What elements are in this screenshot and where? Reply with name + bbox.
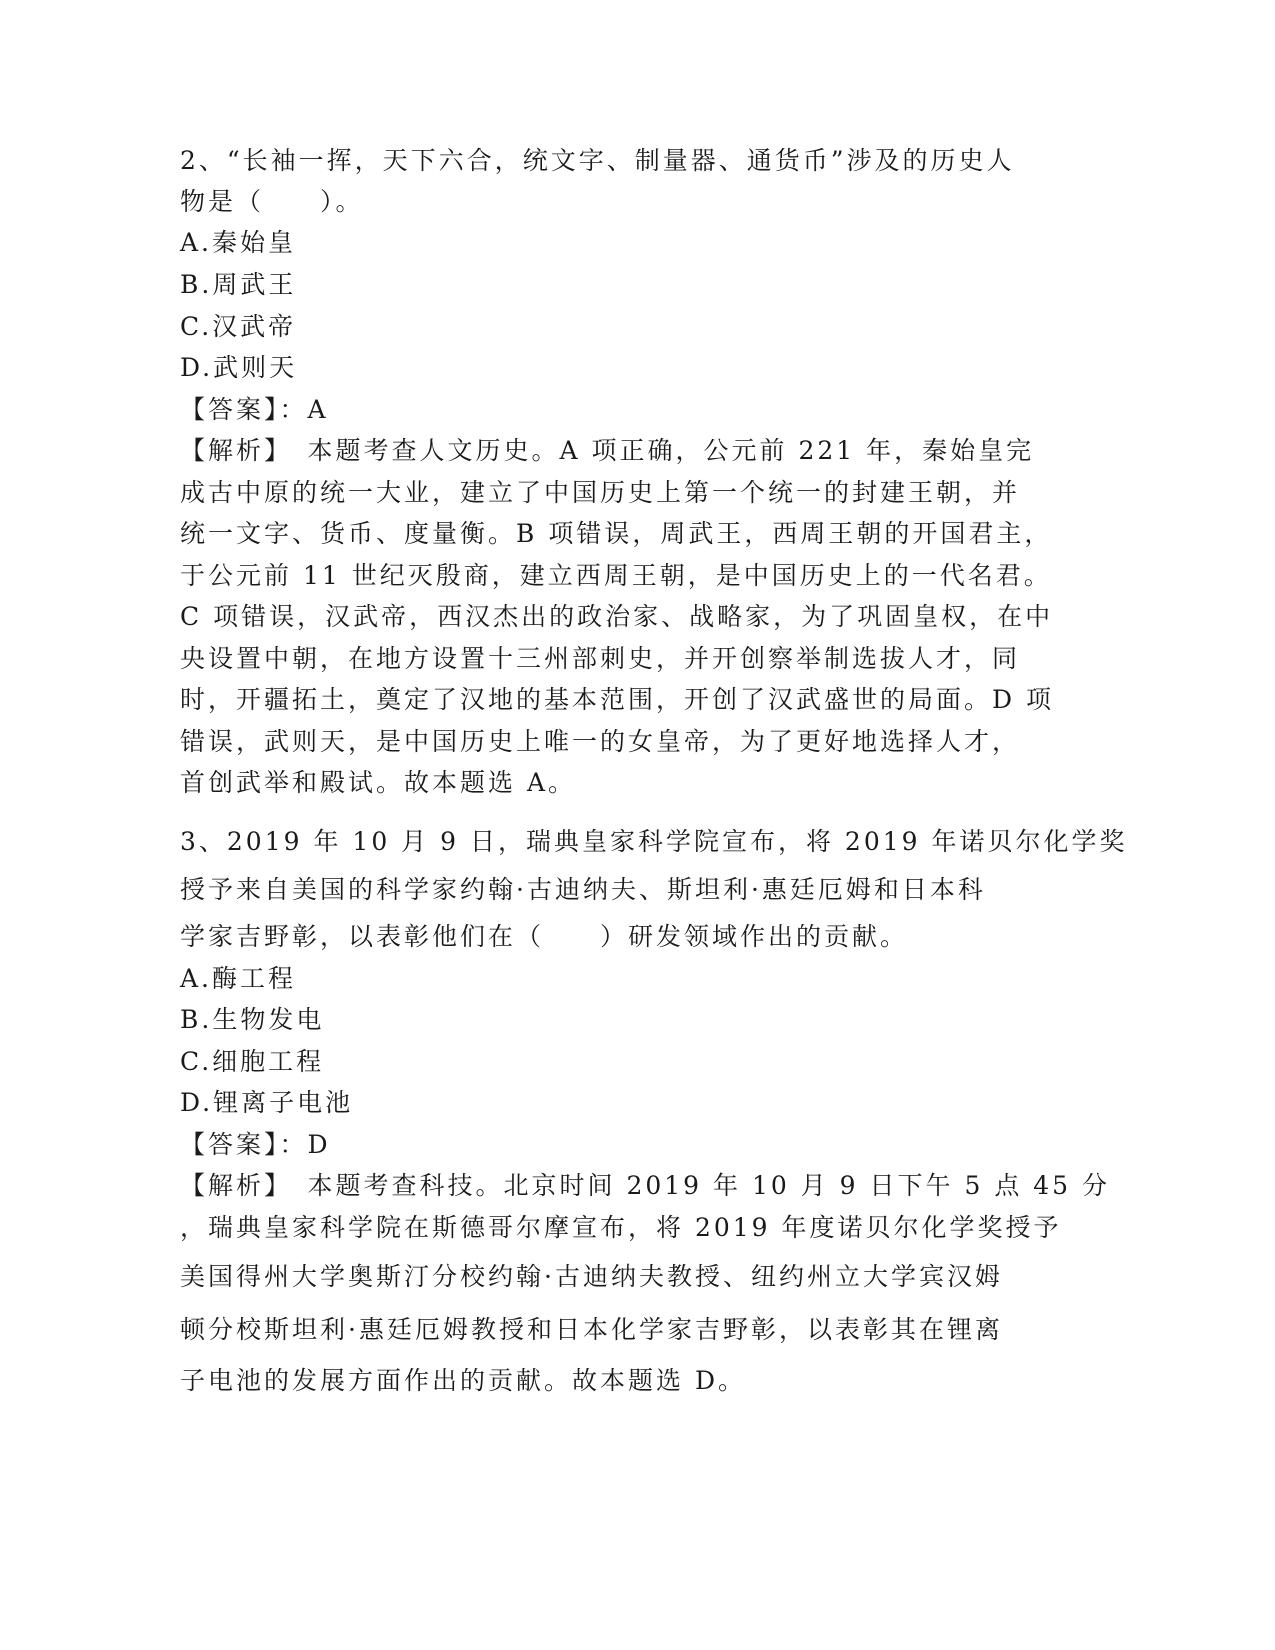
q3-stem-line-1: 3、2019 年 10 月 9 日，瑞典皇家科学院宣布，将 2019 年诺贝尔化学奖 [180, 827, 1128, 856]
q3-analysis-line-1: 【解析】 本题考查科技。北京时间 2019 年 10 月 9 日下午 5 点 45 分 [180, 1171, 1111, 1200]
q3-option-d: D.锂离子电池 [180, 1088, 354, 1117]
q2-analysis-line-1: 【解析】 本题考查人文历史。A 项正确，公元前 221 年，秦始皇完 [180, 436, 1035, 465]
q3-analysis-line-2: ，瑞典皇家科学院在斯德哥尔摩宣布，将 2019 年度诺贝尔化学奖授予 [180, 1213, 1062, 1242]
q2-option-d: D.武则天 [180, 353, 298, 382]
q2-analysis-line-6: 央设置中朝，在地方设置十三州部刺史，并开创察举制选拔人才，同 [180, 644, 1021, 673]
q2-stem-line-2: 物是（ ）。 [180, 187, 364, 216]
q3-option-a: A.酶工程 [180, 964, 297, 993]
q3-answer: 【答案】：D [180, 1130, 331, 1159]
q2-analysis-line-5: C 项错误，汉武帝，西汉杰出的政治家、战略家，为了巩固皇权，在中 [180, 602, 1054, 631]
q3-analysis-line-5: 子电池的发展方面作出的贡献。故本题选 D。 [180, 1366, 746, 1395]
q3-option-c: C.细胞工程 [180, 1047, 325, 1076]
q2-analysis-line-8: 错误，武则天，是中国历史上唯一的女皇帝，为了更好地选择人才， [180, 727, 1021, 756]
q3-stem-line-2: 授予来自美国的科学家约翰·古迪纳夫、斯坦利·惠廷厄姆和日本科 [180, 875, 986, 904]
q2-analysis-line-7: 时，开疆拓土，奠定了汉地的基本范围，开创了汉武盛世的局面。D 项 [180, 685, 1054, 714]
q2-analysis-line-9: 首创武举和殿试。故本题选 A。 [180, 768, 577, 797]
q2-answer: 【答案】：A [180, 395, 329, 424]
q2-analysis-line-4: 于公元前 11 世纪灭殷商，建立西周王朝，是中国历史上的一代名君。 [180, 561, 1052, 590]
q3-analysis-line-3: 美国得州大学奥斯汀分校约翰·古迪纳夫教授、纽约州立大学宾汉姆 [180, 1262, 1003, 1291]
q3-option-b: B.生物发电 [180, 1005, 325, 1034]
q2-option-a: A.秦始皇 [180, 228, 297, 257]
q2-option-c: C.汉武帝 [180, 312, 297, 341]
q2-stem-line-1: 2、“长袖一挥，天下六合，统文字、制量器、通货币”涉及的历史人 [180, 146, 1015, 175]
q2-option-b: B.周武王 [180, 270, 297, 299]
q2-analysis-line-2: 成古中原的统一大业，建立了中国历史上第一个统一的封建王朝，并 [180, 478, 1021, 507]
q3-analysis-line-4: 顿分校斯坦利·惠廷厄姆教授和日本化学家吉野彰，以表彰其在锂离 [180, 1315, 1003, 1344]
q3-stem-line-3: 学家吉野彰，以表彰他们在（ ）研发领域作出的贡献。 [180, 922, 909, 951]
q2-analysis-line-3: 统一文字、货币、度量衡。B 项错误，周武王，西周王朝的开国君主， [180, 519, 1053, 548]
